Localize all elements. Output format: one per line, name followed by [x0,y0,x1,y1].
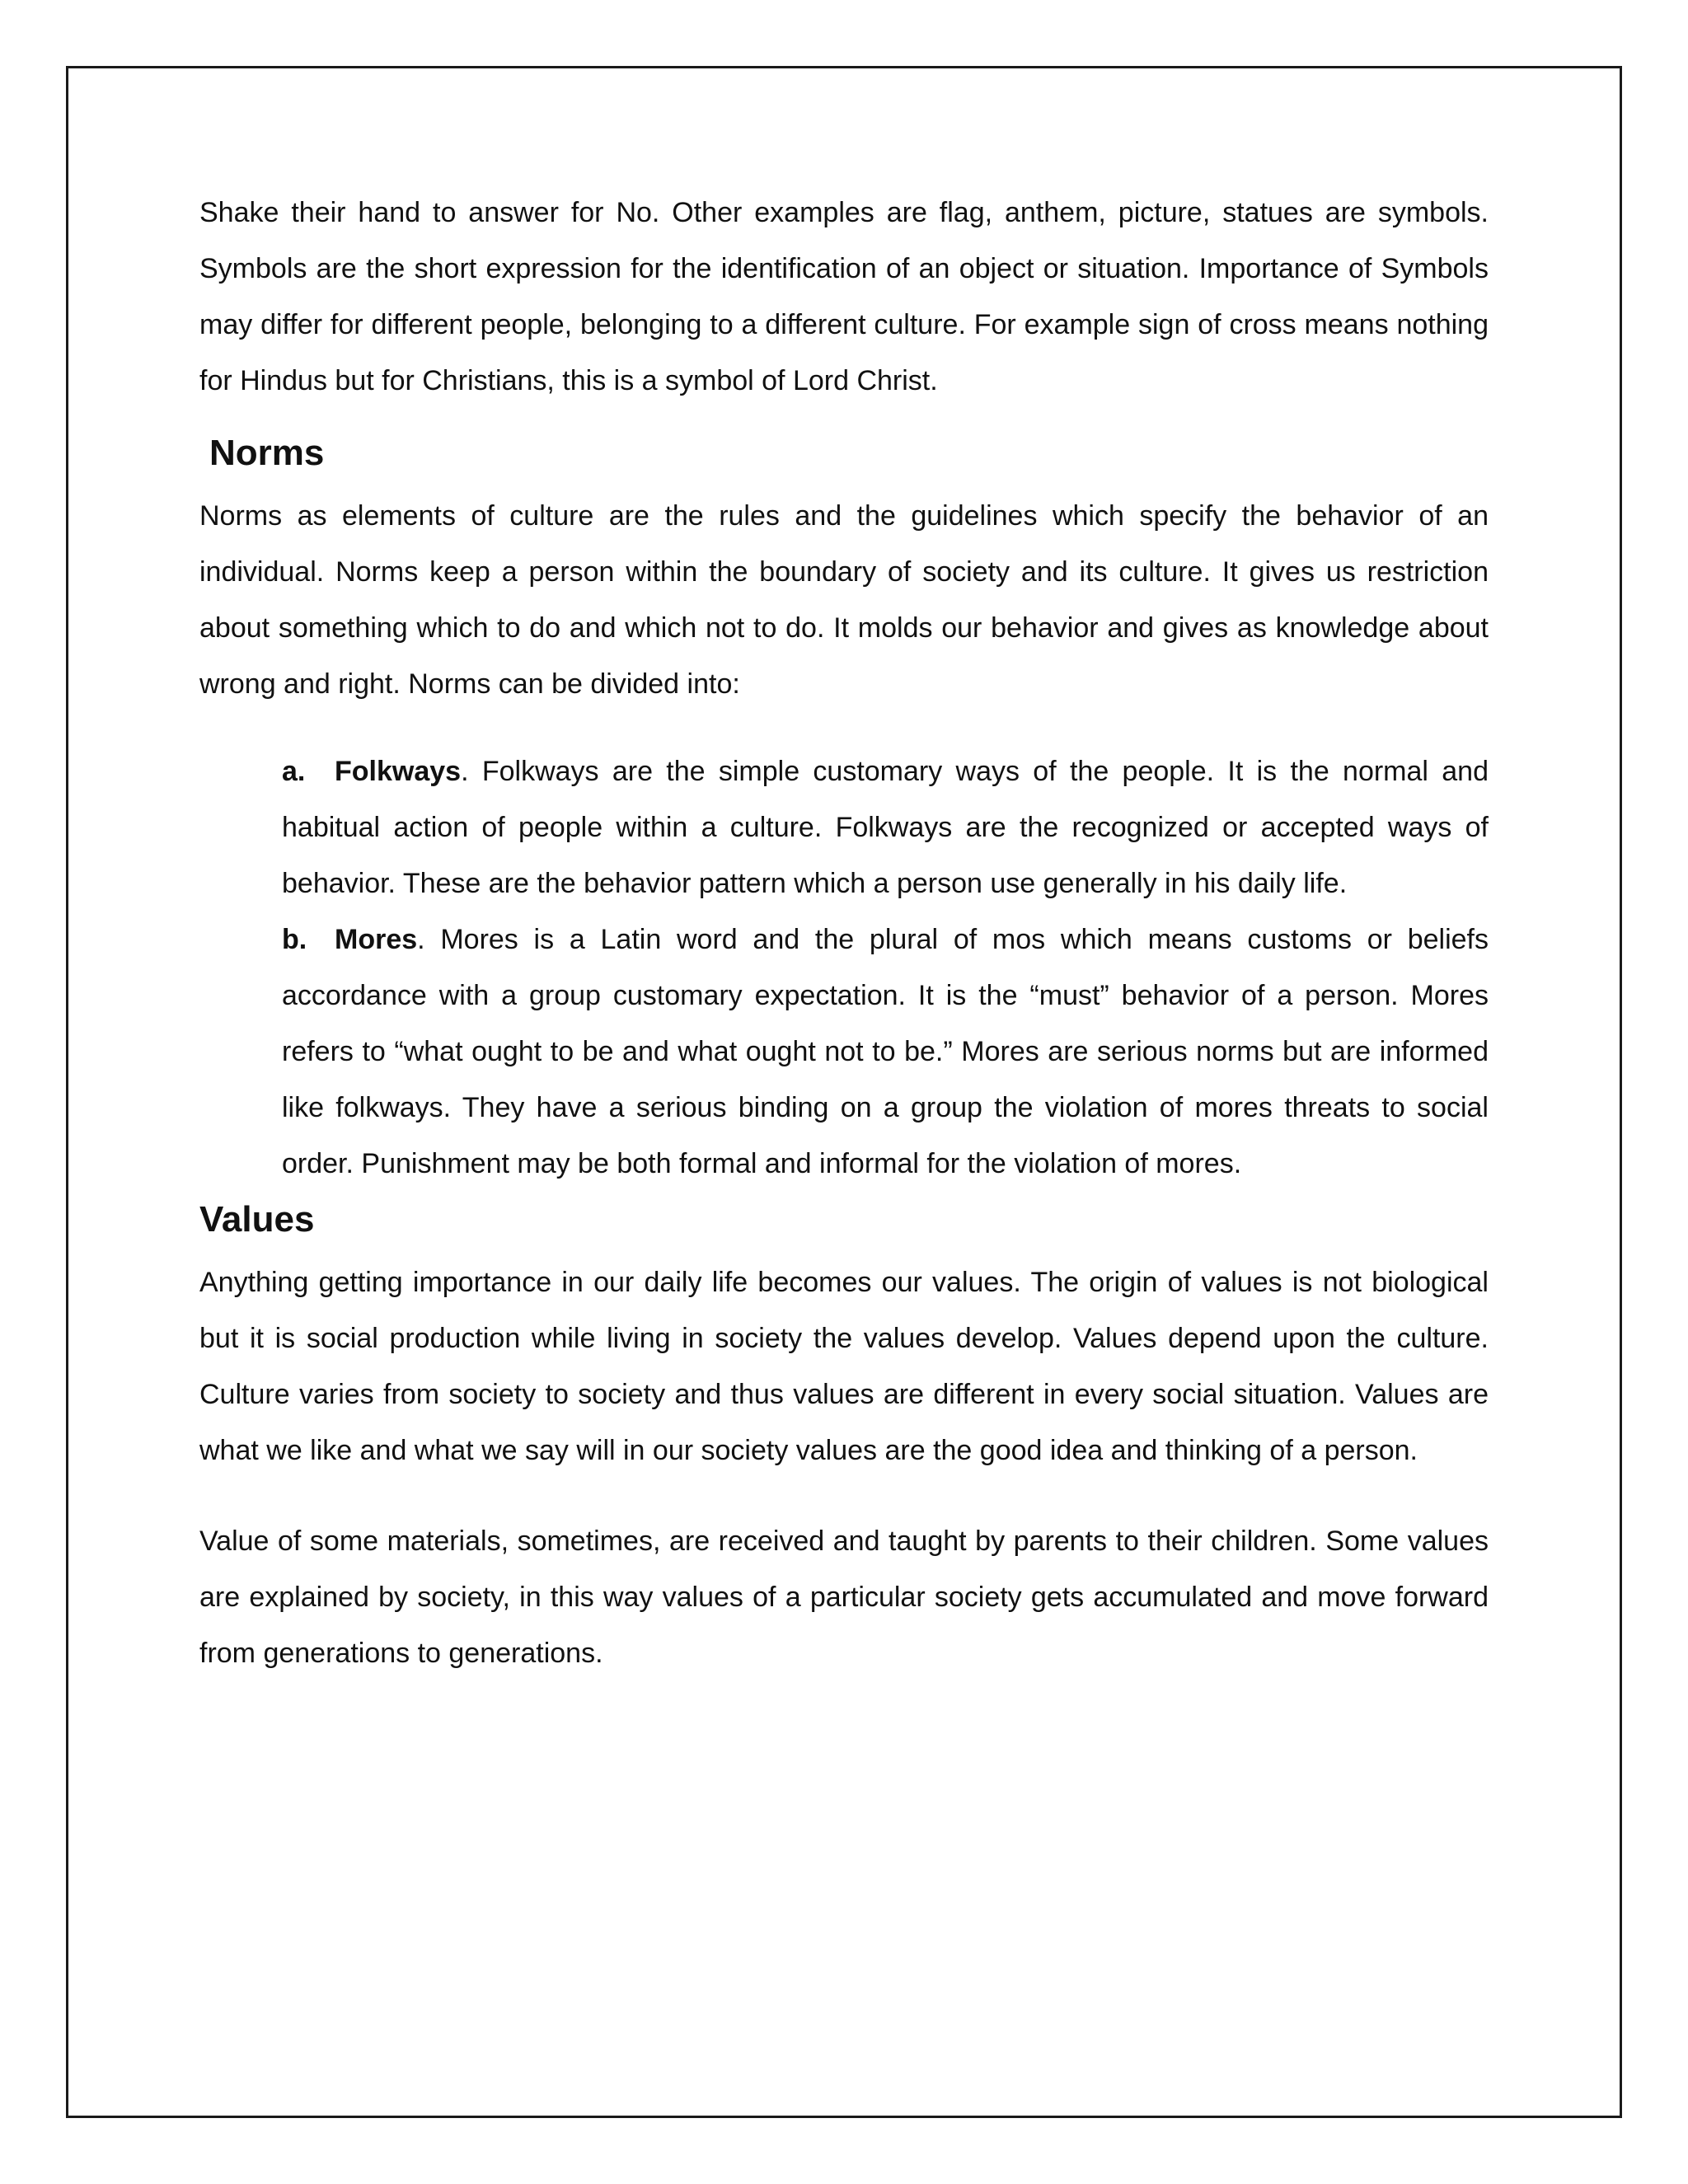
values-paragraph-1: Anything getting importance in our daily life becomes our values. The origin of values is not biological but it is social production while living in society the values develop. Values depend upon the culture. Culture varies from society to society and thus values are different in every social situation. Values are what we like and what we say will in our society values are the good idea and thinking of a person. [199,1267,1489,1466]
intro-paragraph: Shake their hand to answer for No. Other examples are flag, anthem, picture, statues are symbols. Symbols are the short expression for the identification of an object or situation. Importance of Symbols may differ for different people, belonging to a different culture. For example sign of cross means nothing for Hindus but for Christians, this is a symbol of Lord Christ. [199,197,1489,396]
list-item-mores [282,912,1489,1192]
mores-paragraph [282,912,1489,1192]
document-body [199,185,1489,1681]
values-heading: Values [199,1199,315,1240]
list-marker: a. [282,756,306,787]
mores-term: Mores [335,924,418,955]
folkways-term: Folkways [335,756,462,787]
folkways-paragraph [282,743,1489,912]
values-paragraph-2: Value of some materials, sometimes, are received and taught by parents to their children. Some values are explained by society, in this way values of a particular society gets accumulated and move forward from generations to generations. [199,1526,1489,1669]
list-marker: b. [282,924,307,955]
norms-list [199,743,1489,1192]
folkways-text: . Folkways are the simple customary ways of the people. It is the normal and habitual action of people within a culture. Folkways are the recognized or accepted ways of behavior. These are the behavior pattern which a person use generally in his daily life. [282,756,1489,899]
norms-heading: Norms [209,433,325,473]
norms-paragraph: Norms as elements of culture are the rules and the guidelines which specify the behavior of an individual. Norms keep a person within the boundary of society and its culture. It gives us restriction about something which to do and which not to do. It molds our behavior and gives as knowledge about wrong and right. Norms can be divided into: [199,500,1489,700]
mores-text: . Mores is a Latin word and the plural of mos which means customs or beliefs accordance with a group customary expectation. It is the “must” behavior of a person. Mores refers to “what ought to be and what ought not to be.” Mores are serious norms but are informed like folkways. They have a serious binding on a group the violation of mores threats to social order. Punishment may be both formal and informal for the violation of mores. [282,924,1489,1179]
list-item-folkways [282,743,1489,912]
